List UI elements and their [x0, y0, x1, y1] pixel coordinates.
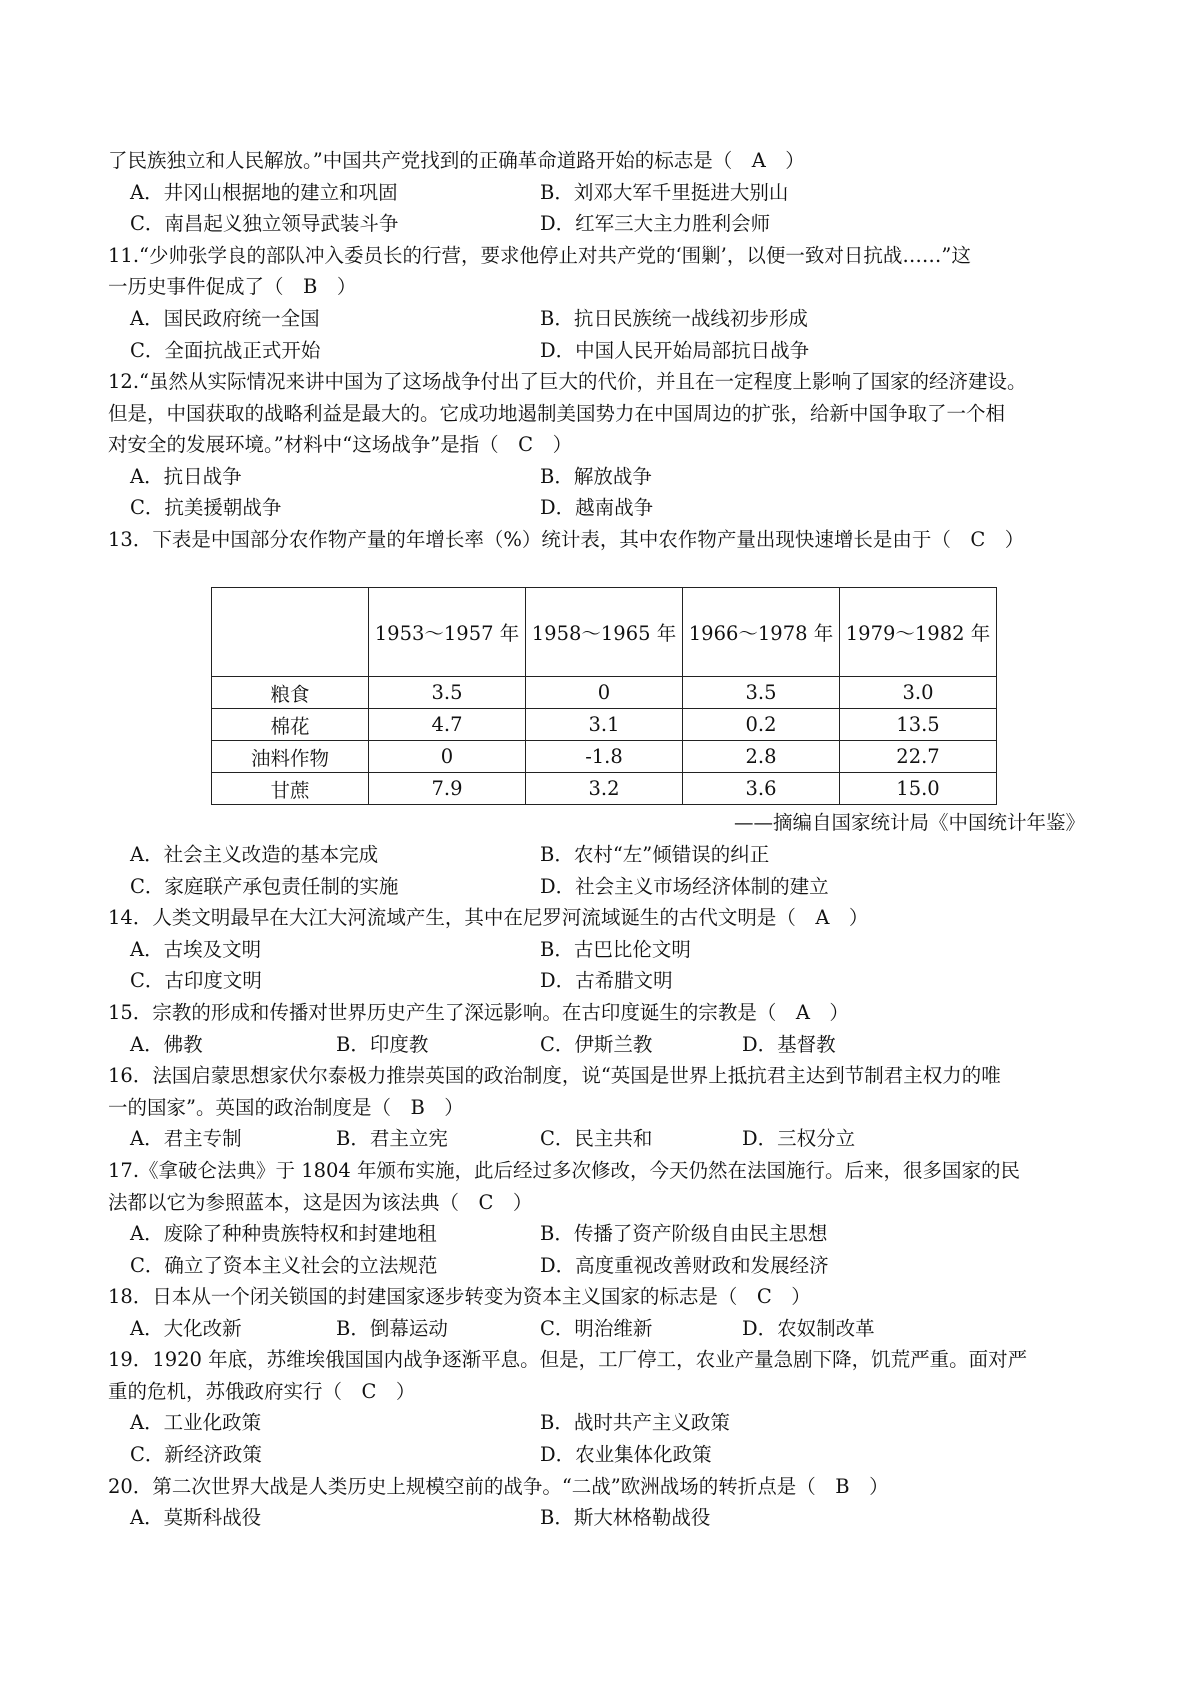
- question-18-option-b: B．倒幕运动: [336, 1317, 448, 1340]
- table-header-cell: 1979～1982 年: [840, 588, 997, 677]
- table-cell: -1.8: [526, 741, 683, 773]
- question-12-stem: 12.“虽然从实际情况来讲中国为了这场战争付出了巨大的代价，并且在一定程度上影响了国家的经济建设。: [108, 370, 1027, 393]
- table-cell: 0.2: [683, 709, 840, 741]
- question-12-option-b: B．解放战争: [540, 465, 652, 488]
- question-19-stem: 19．1920 年底，苏维埃俄国国内战争逐渐平息。但是，工厂停工，农业产量急剧下降，饥荒严重。面对严: [108, 1348, 1028, 1371]
- question-17-option-c: C．确立了资本主义社会的立法规范: [130, 1254, 438, 1277]
- table-cell: 15.0: [840, 773, 997, 805]
- table-header-cell: 1958～1965 年: [526, 588, 683, 677]
- question-11-stem-line2: 一历史事件促成了（ B ）: [108, 275, 357, 298]
- table-header-row: [212, 588, 997, 677]
- question-10-stem-tail: 了民族独立和人民解放。”中国共产党找到的正确革命道路开始的标志是（ A ）: [108, 149, 805, 172]
- question-20-option-a: A．莫斯科战役: [130, 1506, 262, 1529]
- question-20-stem: 20．第二次世界大战是人类历史上规模空前的战争。“二战”欧洲战场的转折点是（ B ）: [108, 1475, 889, 1498]
- question-11-option-c: C．全面抗战正式开始: [130, 339, 321, 362]
- question-17-option-d: D．高度重视改善财政和发展经济: [540, 1254, 829, 1277]
- question-12-option-a: A．抗日战争: [130, 465, 242, 488]
- question-18-option-a: A．大化改新: [130, 1317, 242, 1340]
- question-10-option-c: C．南昌起义独立领导武装斗争: [130, 212, 399, 235]
- question-16-stem: 16．法国启蒙思想家伏尔泰极力推崇英国的政治制度，说“英国是世界上抵抗君主达到节制君主权力的唯: [108, 1064, 1001, 1087]
- question-12-option-c: C．抗美援朝战争: [130, 496, 282, 519]
- table-source-note: ——摘编自国家统计局《中国统计年鉴》: [733, 811, 1085, 834]
- question-14-option-c: C．古印度文明: [130, 969, 262, 992]
- table-cell: 3.2: [526, 773, 683, 805]
- question-13-option-c: C．家庭联产承包责任制的实施: [130, 875, 399, 898]
- table-header-cell: [212, 588, 369, 677]
- question-11-option-b: B．抗日民族统一战线初步形成: [540, 307, 808, 330]
- question-12-stem-line3: 对安全的发展环境。”材料中“这场战争”是指（ C ）: [108, 433, 573, 456]
- table-row: [212, 773, 997, 805]
- question-16-option-d: D．三权分立: [742, 1127, 856, 1150]
- question-14-option-a: A．古埃及文明: [130, 938, 262, 961]
- table-row: [212, 709, 997, 741]
- question-13-option-d: D．社会主义市场经济体制的建立: [540, 875, 829, 898]
- question-15-stem: 15．宗教的形成和传播对世界历史产生了深远影响。在古印度诞生的宗教是（ A ）: [108, 1001, 849, 1024]
- table-cell: 0: [526, 677, 683, 709]
- table-cell: 0: [369, 741, 526, 773]
- question-13-stem: 13．下表是中国部分农作物产量的年增长率（%）统计表，其中农作物产量出现快速增长是由于（ C ）: [108, 528, 1025, 551]
- question-16-option-b: B．君主立宪: [336, 1127, 448, 1150]
- question-20-option-b: B．斯大林格勒战役: [540, 1506, 711, 1529]
- question-19-option-b: B．战时共产主义政策: [540, 1411, 730, 1434]
- table-cell: 甘蔗: [212, 773, 369, 805]
- question-19-option-d: D．农业集体化政策: [540, 1443, 712, 1466]
- question-19-stem-line2: 重的危机，苏俄政府实行（ C ）: [108, 1380, 416, 1403]
- question-17-option-a: A．废除了种种贵族特权和封建地租: [130, 1222, 437, 1245]
- question-14-option-b: B．古巴比伦文明: [540, 938, 691, 961]
- table-row: [212, 741, 997, 773]
- table-cell: 3.5: [369, 677, 526, 709]
- question-11-stem: 11.“少帅张学良的部队冲入委员长的行营，要求他停止对共产党的‘围剿’，以便一致对日抗战……”这: [108, 244, 971, 267]
- table-cell: 2.8: [683, 741, 840, 773]
- question-12-stem-line2: 但是，中国获取的战略利益是最大的。它成功地遏制美国势力在中国周边的扩张，给新中国争取了一个相: [108, 402, 1006, 425]
- question-11-option-d: D．中国人民开始局部抗日战争: [540, 339, 810, 362]
- table-cell: 油料作物: [212, 741, 369, 773]
- question-18-option-c: C．明治维新: [540, 1317, 653, 1340]
- question-14-stem: 14．人类文明最早在大江大河流域产生，其中在尼罗河流域诞生的古代文明是（ A ）: [108, 906, 869, 929]
- question-16-option-c: C．民主共和: [540, 1127, 653, 1150]
- question-17-stem: 17.《拿破仑法典》于 1804 年颁布实施，此后经过多次修改，今天仍然在法国施行。后来，很多国家的民: [108, 1159, 1021, 1182]
- table-cell: 3.6: [683, 773, 840, 805]
- question-15-option-c: C．伊斯兰教: [540, 1033, 653, 1056]
- table-row: [212, 677, 997, 709]
- table-cell: 3.5: [683, 677, 840, 709]
- question-16-stem-line2: 一的国家”。英国的政治制度是（ B ）: [108, 1096, 464, 1119]
- question-14-option-d: D．古希腊文明: [540, 969, 673, 992]
- question-17-stem-line2: 法都以它为参照蓝本，这是因为该法典（ C ）: [108, 1191, 533, 1214]
- crop-growth-table: [211, 587, 997, 805]
- question-10-option-a: A．井冈山根据地的建立和巩固: [130, 181, 398, 204]
- question-15-option-a: A．佛教: [130, 1033, 203, 1056]
- question-19-option-a: A．工业化政策: [130, 1411, 262, 1434]
- question-18-option-d: D．农奴制改革: [742, 1317, 875, 1340]
- table-cell: 22.7: [840, 741, 997, 773]
- table-cell: 3.0: [840, 677, 997, 709]
- question-10-option-d: D．红军三大主力胜利会师: [540, 212, 771, 235]
- table-header-cell: 1966～1978 年: [683, 588, 840, 677]
- question-10-option-b: B．刘邓大军千里挺进大别山: [540, 181, 789, 204]
- question-19-option-c: C．新经济政策: [130, 1443, 262, 1466]
- table-cell: 7.9: [369, 773, 526, 805]
- question-17-option-b: B．传播了资产阶级自由民主思想: [540, 1222, 828, 1245]
- question-13-option-b: B．农村“左”倾错误的纠正: [540, 843, 770, 866]
- question-16-option-a: A．君主专制: [130, 1127, 242, 1150]
- question-12-option-d: D．越南战争: [540, 496, 654, 519]
- table-cell: 粮食: [212, 677, 369, 709]
- table-cell: 棉花: [212, 709, 369, 741]
- question-15-option-b: B．印度教: [336, 1033, 429, 1056]
- question-11-option-a: A．国民政府统一全国: [130, 307, 320, 330]
- table-cell: 3.1: [526, 709, 683, 741]
- table-cell: 4.7: [369, 709, 526, 741]
- table-cell: 13.5: [840, 709, 997, 741]
- question-18-stem: 18．日本从一个闭关锁国的封建国家逐步转变为资本主义国家的标志是（ C ）: [108, 1285, 811, 1308]
- table-header-cell: 1953～1957 年: [369, 588, 526, 677]
- question-15-option-d: D．基督教: [742, 1033, 836, 1056]
- question-13-option-a: A．社会主义改造的基本完成: [130, 843, 379, 866]
